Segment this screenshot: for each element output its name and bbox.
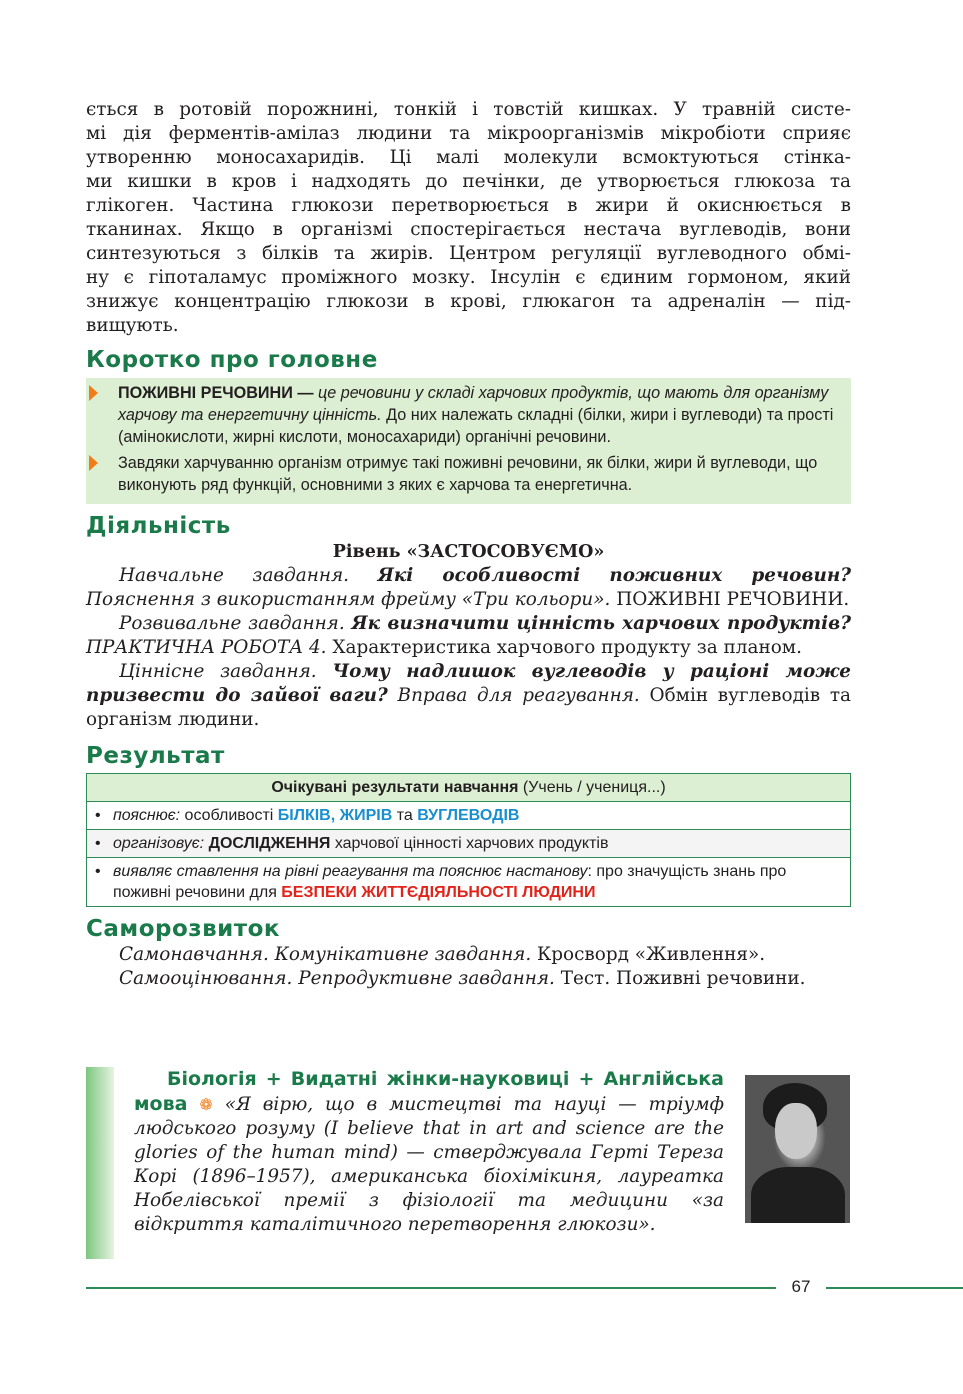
task-topic: Тест. Поживні речовини. bbox=[554, 968, 806, 989]
result-highlight: БЕЗПЕКИ ЖИТТЄДІЯЛЬНОСТІ ЛЮДИНИ bbox=[281, 884, 596, 901]
text-line: утворенню моносахаридів. Ці малі молекули всмоктуються стінка- bbox=[86, 147, 851, 168]
footer-rule-right bbox=[826, 1287, 963, 1289]
result-text: особливості bbox=[180, 807, 278, 824]
task-question: Чому надлишок вуглеводів у раціоні може призвести до зайвої ваги? bbox=[86, 661, 851, 706]
bullet-icon: • bbox=[95, 807, 101, 824]
header-subtitle: (Учень / учениця...) bbox=[518, 779, 666, 796]
table-cell bbox=[87, 802, 851, 830]
table-header-cell bbox=[87, 774, 851, 802]
task-type: Навчальне завдання. bbox=[119, 565, 378, 586]
result-verb: пояснює: bbox=[113, 807, 181, 824]
flower-icon: ❁ bbox=[199, 1095, 213, 1114]
task-topic: Обмін вуглеводів та організм людини. bbox=[86, 685, 851, 730]
summary-definition: це речовини у складі харчових продуктів, що мають для організму харчову та енергетичну цінність. bbox=[118, 384, 829, 424]
task-method: Пояснення з використанням фрейму «Три кольори». bbox=[86, 589, 611, 610]
text-line: вищують. bbox=[86, 315, 179, 336]
result-highlight: ДОСЛІДЖЕННЯ bbox=[204, 835, 331, 852]
quote-body: «Я вірю, що в мистецтві та науці — тріумф людського розуму (I believe that in art and science are the glories of the human mind) — стверджувала Герті Тереза Корі (1896–1957), американська біохімікиня, лауреатка Нобелівської премії з фізіології та медицини «за відкриття каталітичного перетворення глюкози». bbox=[134, 1094, 724, 1235]
results-table bbox=[86, 773, 851, 907]
task-paragraph bbox=[86, 612, 851, 660]
table-row bbox=[87, 858, 851, 907]
result-heading: Результат bbox=[86, 743, 225, 769]
text-line: ми кишки в кров і надходять до печінки, де утворюється глюкоза та bbox=[86, 171, 851, 192]
summary-item bbox=[118, 382, 841, 448]
text-line: знижує концентрацію глюкози в крові, глюкагон та адреналін — під- bbox=[86, 291, 851, 312]
task-paragraph bbox=[86, 660, 851, 732]
text-line: глікоген. Частина глюкози перетворюється в жири й окиснюється в bbox=[86, 195, 851, 216]
task-type: Самооцінювання. Репродуктивне завдання. bbox=[119, 968, 555, 989]
task-method: ПРАКТИЧНА РОБОТА 4. bbox=[86, 637, 327, 658]
text-line: ється в ротовій порожнині, тонкій і товстій кишках. У травній систе- bbox=[86, 99, 851, 120]
selfdev-line bbox=[86, 943, 851, 967]
text-line: синтезуються з білків та жирів. Центром регуляції вуглеводного обмі- bbox=[86, 243, 851, 264]
arrow-right-icon bbox=[89, 455, 98, 471]
selfdev-line bbox=[86, 967, 851, 991]
task-type: Розвивальне завдання. bbox=[119, 613, 352, 634]
intro-paragraph bbox=[86, 98, 851, 338]
table-cell bbox=[87, 858, 851, 907]
activity-heading: Діяльність bbox=[86, 513, 231, 539]
result-text: : про значущість знань про поживні речовини для bbox=[113, 863, 787, 901]
header-title: Очікувані результати навчання bbox=[271, 779, 519, 796]
text-line: мі дія ферментів-амілаз людини та мікроорганізмів мікробіоти сприяє bbox=[86, 123, 851, 144]
summary-text: Завдяки харчуванню організм отримує такі поживні речовини, як білки, жири й вуглеводи, що виконують ряд функцій, основними з яких є харчова та енергетична. bbox=[118, 454, 818, 494]
task-paragraph bbox=[86, 564, 851, 612]
portrait-body bbox=[751, 1167, 845, 1223]
task-topic: Характеристика харчового продукту за планом. bbox=[326, 637, 802, 658]
bullet-icon: • bbox=[95, 863, 101, 880]
task-type: Ціннісне завдання. bbox=[119, 661, 333, 682]
text-line: ну є гіпоталамус проміжного мозку. Інсулін є єдиним гормоном, який bbox=[86, 267, 851, 288]
task-question: Як визначити цінність харчових продуктів? bbox=[351, 613, 851, 634]
task-type: Самонавчання. Комунікативне завдання. bbox=[119, 944, 532, 965]
result-text: та bbox=[392, 807, 418, 824]
task-topic: Кросворд «Живлення». bbox=[531, 944, 766, 965]
quote-heading: Біологія + Видатні жінки-науковиці + Англійська мова bbox=[134, 1068, 724, 1115]
quote-text bbox=[134, 1067, 724, 1237]
portrait-face bbox=[775, 1103, 817, 1159]
task-method: Вправа для реагування. bbox=[387, 685, 640, 706]
page-number: 67 bbox=[791, 1277, 811, 1296]
result-highlight: ВУГЛЕВОДІВ bbox=[417, 807, 520, 824]
level-title: Рівень «ЗАСТОСОВУЄМО» bbox=[332, 542, 605, 562]
summary-text: До них належать складні (білки, жири і вуглеводи) та прості (амінокислоти, жирні кислоти, моносахариди) органічні речовини. bbox=[118, 406, 834, 446]
selfdev-heading: Саморозвиток bbox=[86, 916, 281, 942]
result-text: харчової цінності харчових продуктів bbox=[330, 835, 609, 852]
arrow-right-icon bbox=[89, 385, 98, 401]
task-question: Які особливості поживних речовин? bbox=[377, 565, 852, 586]
table-header-row bbox=[87, 774, 851, 802]
summary-heading: Коротко про головне bbox=[86, 347, 378, 373]
table-row bbox=[87, 802, 851, 830]
portrait-photo bbox=[745, 1075, 850, 1223]
result-verb: виявляє ставлення на рівні реагування та пояснює настанову bbox=[113, 863, 588, 880]
bullet-icon: • bbox=[95, 835, 101, 852]
summary-item bbox=[118, 452, 841, 496]
table-row bbox=[87, 830, 851, 858]
page-content bbox=[86, 98, 851, 991]
table-cell bbox=[87, 830, 851, 858]
interdisciplinary-quote bbox=[86, 1067, 851, 1259]
result-highlight: БІЛКІВ, ЖИРІВ bbox=[277, 807, 393, 824]
task-topic: ПОЖИВНІ РЕЧОВИНИ. bbox=[610, 589, 850, 610]
summary-box bbox=[86, 378, 851, 504]
green-side-bar bbox=[86, 1067, 114, 1259]
summary-term: ПОЖИВНІ РЕЧОВИНИ — bbox=[118, 384, 314, 402]
footer-rule-left bbox=[86, 1287, 776, 1289]
text-line: тканинах. Якщо в організмі спостерігається нестача вуглеводів, вони bbox=[86, 219, 851, 240]
result-verb: організовує: bbox=[113, 835, 205, 852]
